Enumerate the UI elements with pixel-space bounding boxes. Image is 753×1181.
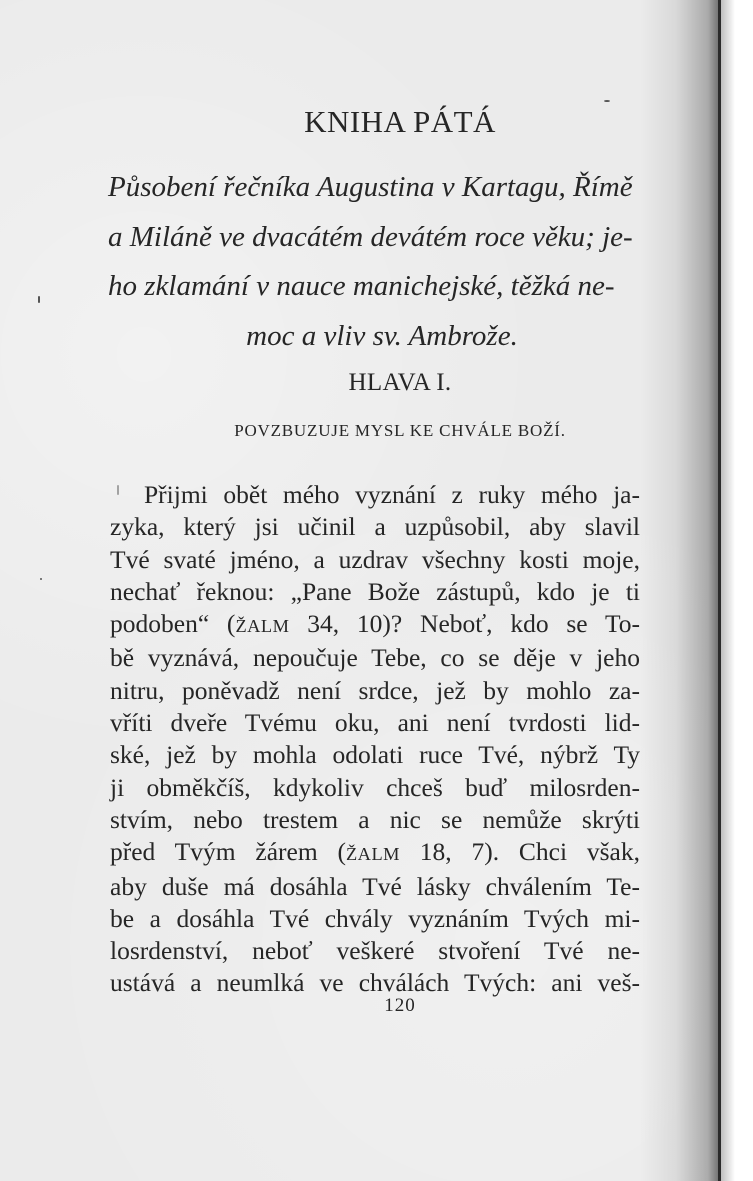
book-subtitle [108, 163, 656, 361]
body-line: nechať řeknou: „Pane Bože zástupů, kdo je ti [110, 576, 640, 606]
body-text-fragment: podoben“ ( [110, 609, 236, 639]
body-line: bě vyznává, nepoučuje Tebe, co se děje v jeho [110, 643, 640, 673]
subtitle-line: a Miláně ve dvacátém devátém roce věku; je- [108, 220, 633, 253]
subtitle-line: Působení řečníka Augustina v Kartagu, Římě [108, 171, 633, 203]
body-line: ustává a neumlká ve chválách Tvých: ani veš- [110, 968, 640, 998]
psalm-reference: ŽALM [235, 616, 290, 637]
chapter-title: HLAVA I. [348, 369, 452, 396]
subtitle-line: moc a vliv sv. Ambrože. [246, 319, 518, 352]
scan-speck [40, 578, 42, 580]
subtitle-line: ho zklamání v nauce manichejské, těžká ne- [108, 270, 615, 302]
scan-speck [604, 100, 610, 102]
body-text-fragment: před Tvým žárem ( [110, 837, 346, 867]
body-line: Přijmi obět mého vyznání z ruky mého ja- [144, 480, 640, 509]
body-paragraph [110, 479, 640, 1000]
body-line: aby duše má dosáhla Tvé lásky chválením Te- [110, 871, 640, 901]
body-text-fragment: 18, 7). Chci však, [399, 837, 640, 867]
body-line: Tvé svaté jméno, a uzdrav všechny kosti moje, [110, 544, 640, 574]
scan-speck [38, 296, 40, 303]
page-number: 120 [384, 995, 416, 1016]
body-line: zyka, který jsi učinil a uzpůsobil, aby slavil [110, 512, 640, 542]
body-line: vříti dveře Tvému oku, ani není tvrdosti lid- [110, 708, 640, 738]
body-line [110, 836, 640, 870]
chapter-summary: POVZBUZUJE MYSL KE CHVÁLE BOŽÍ. [234, 421, 566, 440]
book-title: KNIHA PÁTÁ [304, 104, 496, 139]
body-text-fragment: 34, 10)? Neboť, kdo se To- [289, 609, 640, 639]
body-line: stvím, nebo trestem a nic se nemůže skrýti [110, 804, 640, 834]
body-line: ji obměkčíš, kdykoliv chceš buď milosrden- [110, 772, 640, 802]
page-edge-shadow [721, 0, 735, 1181]
psalm-reference: ŽALM [345, 844, 400, 865]
body-line: losrdenství, neboť veškeré stvoření Tvé ne- [110, 936, 640, 966]
body-line: ské, jež by mohla odolati ruce Tvé, nýbrž Ty [110, 740, 640, 770]
body-line [110, 608, 640, 642]
body-line: be a dosáhla Tvé chvály vyznáním Tvých mi- [110, 903, 640, 933]
body-line: nitru, poněvadž není srdce, jež by mohlo za- [110, 675, 640, 705]
